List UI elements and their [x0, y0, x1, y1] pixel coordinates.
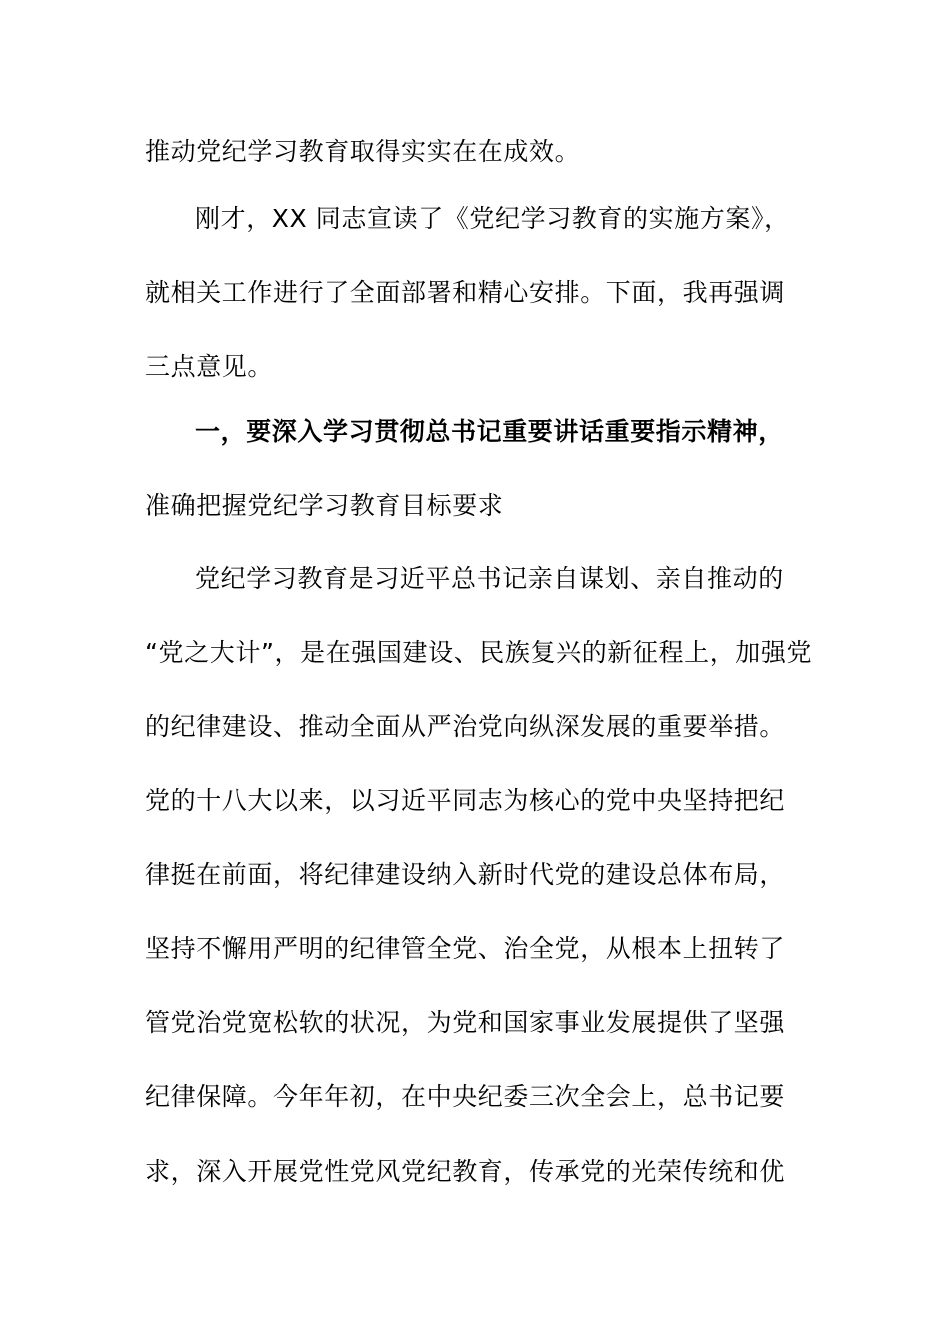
paragraph-line: 三点意见。: [145, 352, 274, 381]
paragraph-line: 就相关工作进行了全面部署和精心安排。下面，我再强调: [145, 278, 786, 307]
paragraph-line: 的纪律建设、推动全面从严治党向纵深发展的重要举措。: [145, 712, 786, 741]
section-heading-continued: 准确把握党纪学习教育目标要求: [145, 491, 504, 520]
paragraph-line: 管党治党宽松软的状况，为党和国家事业发展提供了坚强: [145, 1008, 786, 1037]
paragraph-line: 律挺在前面，将纪律建设纳入新时代党的建设总体布局，: [145, 860, 786, 889]
paragraph-line: 纪律保障。今年年初，在中央纪委三次全会上，总书记要: [145, 1082, 786, 1111]
paragraph-line: 坚持不懈用严明的纪律管全党、治全党，从根本上扭转了: [145, 934, 786, 963]
paragraph-line: 刚才，XX 同志宣读了《党纪学习教育的实施方案》，: [195, 204, 790, 233]
section-heading: 一，要深入学习贯彻总书记重要讲话重要指示精神，: [195, 417, 784, 446]
paragraph-line: 党的十八大以来，以习近平同志为核心的党中央坚持把纪: [145, 786, 786, 815]
paragraph-line: “党之大计”，是在强国建设、民族复兴的新征程上，加强党: [145, 638, 813, 667]
paragraph-line: 求，深入开展党性党风党纪教育，传承党的光荣传统和优: [145, 1157, 786, 1186]
paragraph-line: 党纪学习教育是习近平总书记亲自谋划、亲自推动的: [195, 564, 784, 593]
paragraph-line: 推动党纪学习教育取得实实在在成效。: [145, 137, 581, 166]
